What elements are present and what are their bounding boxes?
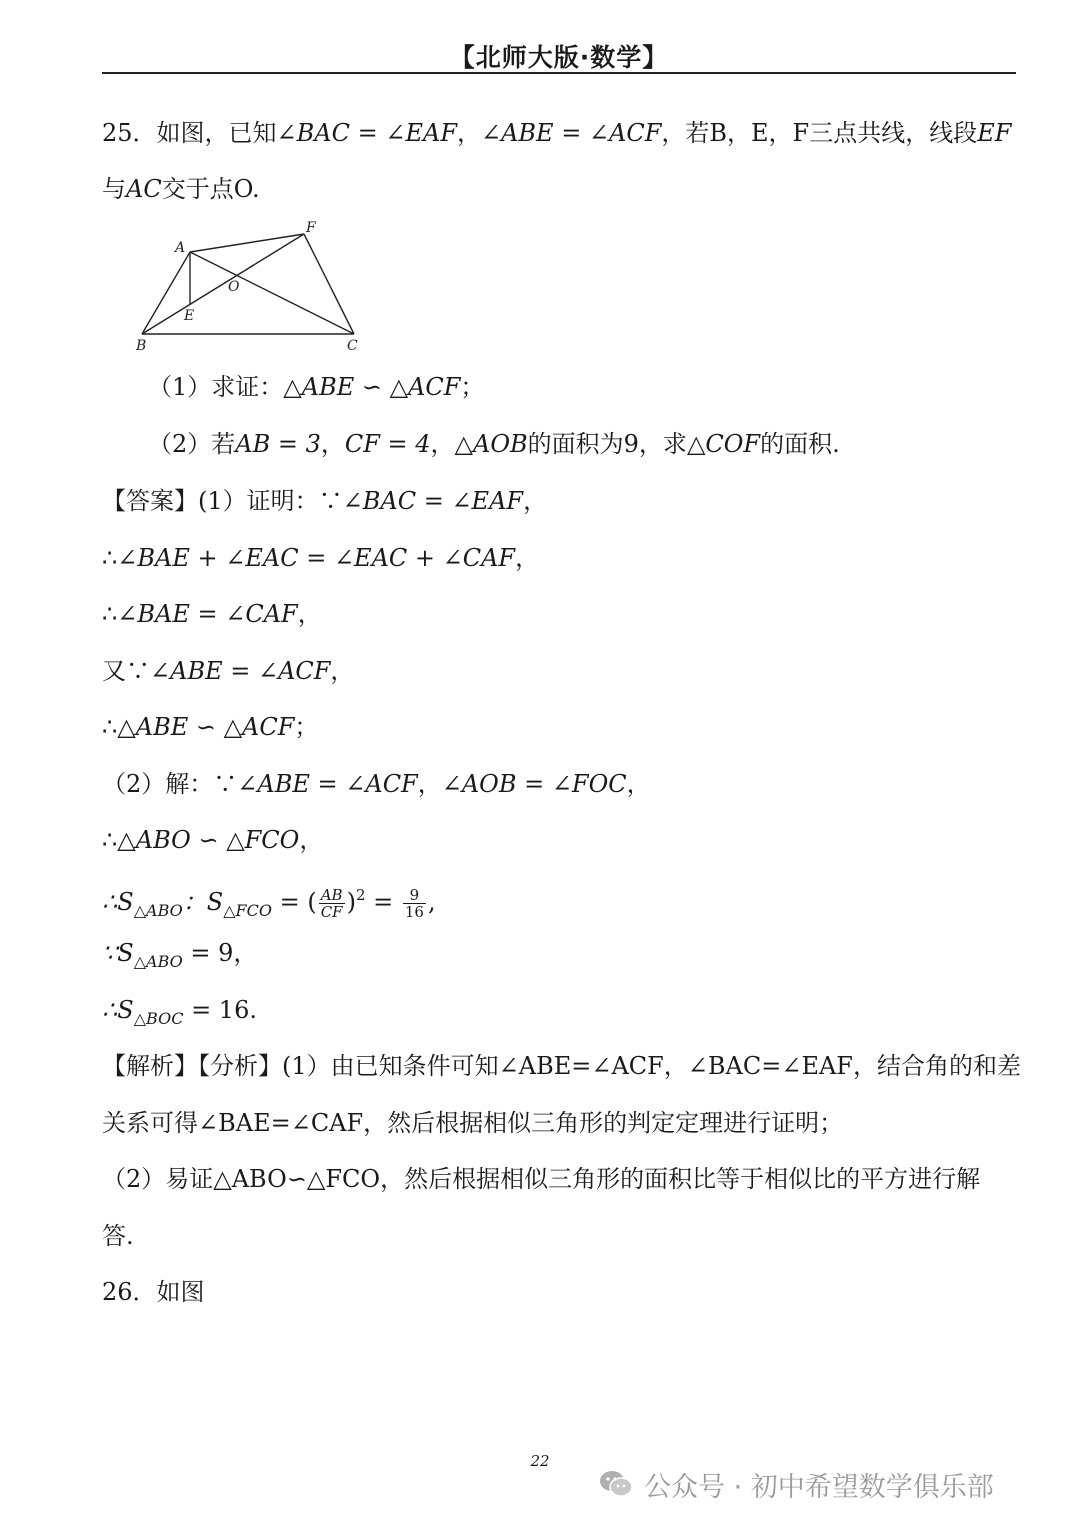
wechat-icon — [598, 1468, 634, 1500]
answer-line3 — [102, 597, 322, 631]
fraction-denominator: CF — [320, 903, 343, 921]
page-header: 【北师大版·数学】 — [449, 43, 669, 72]
page-number: 22 — [530, 1452, 550, 1470]
math: △AOB — [454, 430, 528, 458]
math: CF = 4 — [344, 430, 431, 458]
analysis-line4: 答. — [102, 1222, 134, 1250]
math: ∴S — [102, 888, 134, 916]
segment-ac — [190, 252, 354, 334]
text: ， — [430, 430, 455, 458]
math: ∠BAE = ∠CAF — [117, 600, 298, 628]
text: , — [427, 888, 436, 916]
segment-fc — [304, 234, 354, 334]
answer-line4 — [102, 654, 354, 688]
segment-bf — [142, 234, 304, 334]
math: AC — [126, 175, 162, 203]
fraction-ab-cf — [319, 887, 345, 920]
text: ； — [460, 373, 485, 401]
analysis-line1: 【解析】【分析】(1）由已知条件可知∠ABE=∠ACF，∠BAC=∠EAF，结合角的和差 — [102, 1052, 1021, 1080]
problem25-line2 — [102, 172, 260, 206]
problem25-line1 — [102, 116, 1011, 150]
subscript: △ABO — [133, 952, 183, 971]
math: ∵S — [102, 939, 134, 967]
math: △ABE ∽ △ACF — [283, 373, 461, 401]
math: ∠ABE = ∠ACF — [237, 770, 418, 798]
label-a: A — [175, 240, 186, 256]
problem26-line1: 26．如图 — [102, 1278, 205, 1306]
text: ， — [320, 430, 345, 458]
watermark-text: 公众号 · 初中希望数学俱乐部 — [644, 1471, 994, 1503]
answer-line5 — [102, 710, 318, 744]
text: = 9， — [182, 939, 258, 967]
answer-line2 — [102, 541, 539, 575]
text: 的面积. — [760, 430, 840, 458]
math: ∴S — [102, 996, 134, 1024]
math: = — [365, 888, 401, 916]
segment-ab — [142, 252, 190, 334]
header-rule — [102, 72, 1016, 74]
text: ， — [515, 544, 540, 572]
subscript: △BOC — [133, 1009, 184, 1028]
text: ， — [417, 770, 442, 798]
answer-line7 — [102, 823, 323, 857]
fraction-numerator: AB — [319, 887, 345, 904]
answer-line6 — [102, 767, 651, 801]
analysis-line3: （2）易证△ABO∽△FCO，然后根据相似三角形的面积比等于相似比的平方进行解 — [102, 1165, 981, 1193]
math: ∠ABE = ∠ACF — [480, 119, 662, 147]
text: 【答案】(1）证明：∵ — [102, 487, 343, 515]
text: ，若B，E，F三点共线，线段 — [661, 119, 978, 147]
geometry-figure — [128, 218, 368, 358]
label-f: F — [306, 220, 316, 236]
text: （2）解：∵ — [102, 770, 238, 798]
fraction-9-16 — [403, 887, 426, 920]
question-2 — [148, 427, 840, 461]
math: ∠BAE + ∠EAC = ∠EAC + ∠CAF — [117, 544, 516, 572]
math: △COF — [686, 430, 761, 458]
math: ∠ABE = ∠ACF — [150, 657, 331, 685]
answer-line1 — [102, 484, 547, 518]
text: ； — [294, 713, 319, 741]
watermark — [598, 1466, 994, 1502]
answer-line8 — [102, 878, 436, 928]
math: AB = 3 — [235, 430, 321, 458]
math: EF — [977, 119, 1012, 147]
label-o: O — [228, 279, 240, 295]
label-b: B — [136, 338, 147, 354]
subscript: △ABO — [133, 901, 183, 920]
text: （1）求证： — [148, 373, 284, 401]
segment-af — [190, 234, 304, 252]
text: ∴ — [102, 600, 118, 628]
math: ∠AOB = ∠FOC — [441, 770, 627, 798]
fraction-denominator: 16 — [404, 903, 424, 921]
math: ∠BAC = ∠EAF — [342, 487, 524, 515]
text: 又∵ — [102, 657, 150, 685]
text: ， — [626, 770, 651, 798]
text: ， — [297, 600, 322, 628]
question-1 — [148, 370, 484, 404]
math: ：S — [182, 888, 224, 916]
text: ， — [330, 657, 355, 685]
fraction-numerator: 9 — [403, 887, 426, 904]
superscript: 2 — [355, 886, 366, 904]
label-e: E — [184, 308, 195, 324]
text: ， — [523, 487, 548, 515]
text: 与 — [102, 175, 126, 203]
text: = 16. — [183, 996, 257, 1024]
subscript: △FCO — [223, 901, 272, 920]
text: 交于点O. — [161, 175, 260, 203]
text: ， — [299, 826, 324, 854]
text: ∴ — [102, 544, 118, 572]
text: 25．如图，已知 — [102, 119, 277, 147]
analysis-line2: 关系可得∠BAE=∠CAF，然后根据相似三角形的判定定理进行证明； — [102, 1109, 844, 1137]
text: ∴ — [102, 826, 118, 854]
answer-line9 — [102, 936, 257, 979]
answer-line10 — [102, 993, 257, 1036]
text: （2）若 — [148, 430, 236, 458]
text: ∴ — [102, 713, 118, 741]
math: △ABE ∽ △ACF — [117, 713, 295, 741]
label-c: C — [347, 338, 358, 354]
text: ， — [456, 119, 481, 147]
math: △ABO ∽ △FCO — [117, 826, 300, 854]
math: ) — [346, 888, 356, 916]
text: 的面积为9，求 — [527, 430, 687, 458]
math: ∠BAC = ∠EAF — [276, 119, 457, 147]
math: = ( — [271, 888, 317, 916]
